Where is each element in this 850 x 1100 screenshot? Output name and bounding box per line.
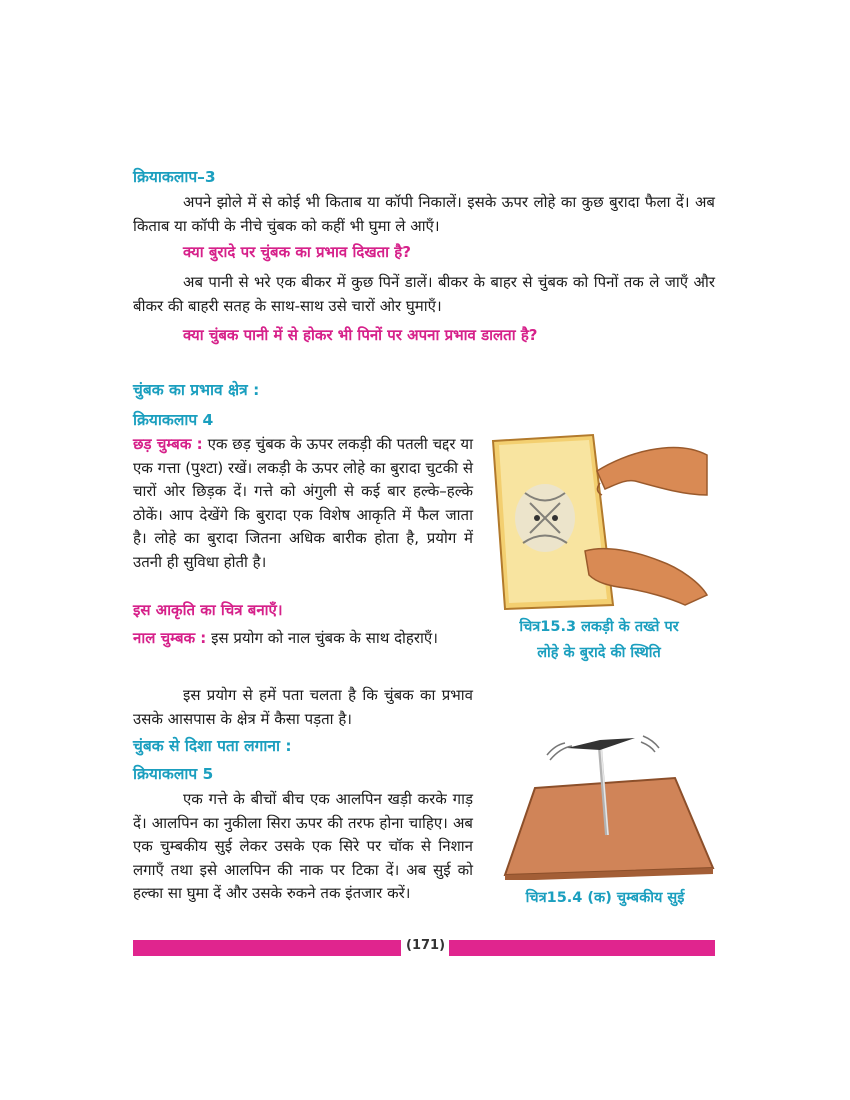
magnetic-needle-figure [495,730,715,880]
activity3-heading: क्रियाकलाप–3 [133,168,216,186]
figure-1-caption-line-1: चित्र15.3 लकड़ी के तख्ते पर [519,619,679,635]
field-conclusion: इस प्रयोग से हमें पता चलता है कि चुंबक का प्रभाव उसके आसपास के क्षेत्र में कैसा पड़ता है। [133,686,473,728]
draw-instruction: इस आकृति का चित्र बनाएँ। [133,601,283,619]
bar-magnet-text: एक छड़ चुंबक के ऊपर लकड़ी की पतली चद्दर या एक गत्ता (पुश्टा) रखें। लकड़ी के ऊपर लोहे का बुरादा चुटकी से चारों ओर छिड़क दें। गत्ते को अंगुली से कई बार हल्के–हल्के ठोकें। आप देखेंगे कि बुरादा एक विशेष आकृति में फैल जाता है। लोहे का बुरादा जितना अधिक बारीक होता है, प्रयोग में उतनी ही सुविधा होती है। [133,435,473,571]
figure-1-caption-line-2: लोहे के बुरादे की स्थिति [537,645,661,661]
footer-bar-right [449,940,715,956]
direction-section-heading: चुंबक से दिशा पता लगाना : [133,737,292,755]
bar-magnet-paragraph [133,433,473,574]
horseshoe-magnet-paragraph [133,626,473,650]
activity5-paragraph: एक गत्ते के बीचों बीच एक आलपिन खड़ी करके गाड़ दें। आलपिन का नुकीला सिरा ऊपर की तरफ होना चाहिए। अब एक चुम्बकीय सुई लेकर उसके एक सिरे पर चॉक से निशान लगाएँ तथा इसे आलपिन की नाक पर टिका दें। अब सुई को हल्का सा घुमा दें और उसके रुकने तक इंतजार करें। [133,790,473,902]
magnetic-needle-illustration [495,730,715,880]
horseshoe-magnet-label: नाल चुम्बक : [133,629,207,647]
horseshoe-magnet-text: इस प्रयोग को नाल चुंबक के साथ दोहराएँ। [211,629,438,647]
bar-magnet-label: छड़ चुम्बक : [133,435,203,453]
iron-filings-figure [485,433,710,611]
activity3-question-2: क्या चुंबक पानी में से होकर भी पिनों पर अपना प्रभाव डालता है? [183,326,538,344]
figure-2-caption: चित्र15.4 (क) चुम्बकीय सुई [525,890,685,906]
activity3-paragraph-1: अपने झोले में से कोई भी किताब या कॉपी निकालें। इसके ऊपर लोहे का कुछ बुरादा फैला दें। अब किताब या कॉपी के नीचे चुंबक को कहीं भी घुमा ले आएँ। [133,193,715,235]
page-number: (171) [406,938,446,953]
activity4-heading: क्रियाकलाप 4 [133,411,214,429]
activity3-paragraph-2: अब पानी से भरे एक बीकर में कुछ पिनें डालें। बीकर के बाहर से चुंबक को पिनों तक ले जाएँ और बीकर की बाहरी सतह के साथ-साथ उसे चारों ओर घुमाएँ। [133,273,715,315]
field-section-heading: चुंबक का प्रभाव क्षेत्र : [133,381,260,399]
figure-1-caption [488,614,710,666]
iron-filings-illustration [485,433,710,611]
activity3-question-1: क्या बुरादे पर चुंबक का प्रभाव दिखता है? [183,243,411,261]
footer-bar-left [133,940,401,956]
activity5-heading: क्रियाकलाप 5 [133,765,214,783]
